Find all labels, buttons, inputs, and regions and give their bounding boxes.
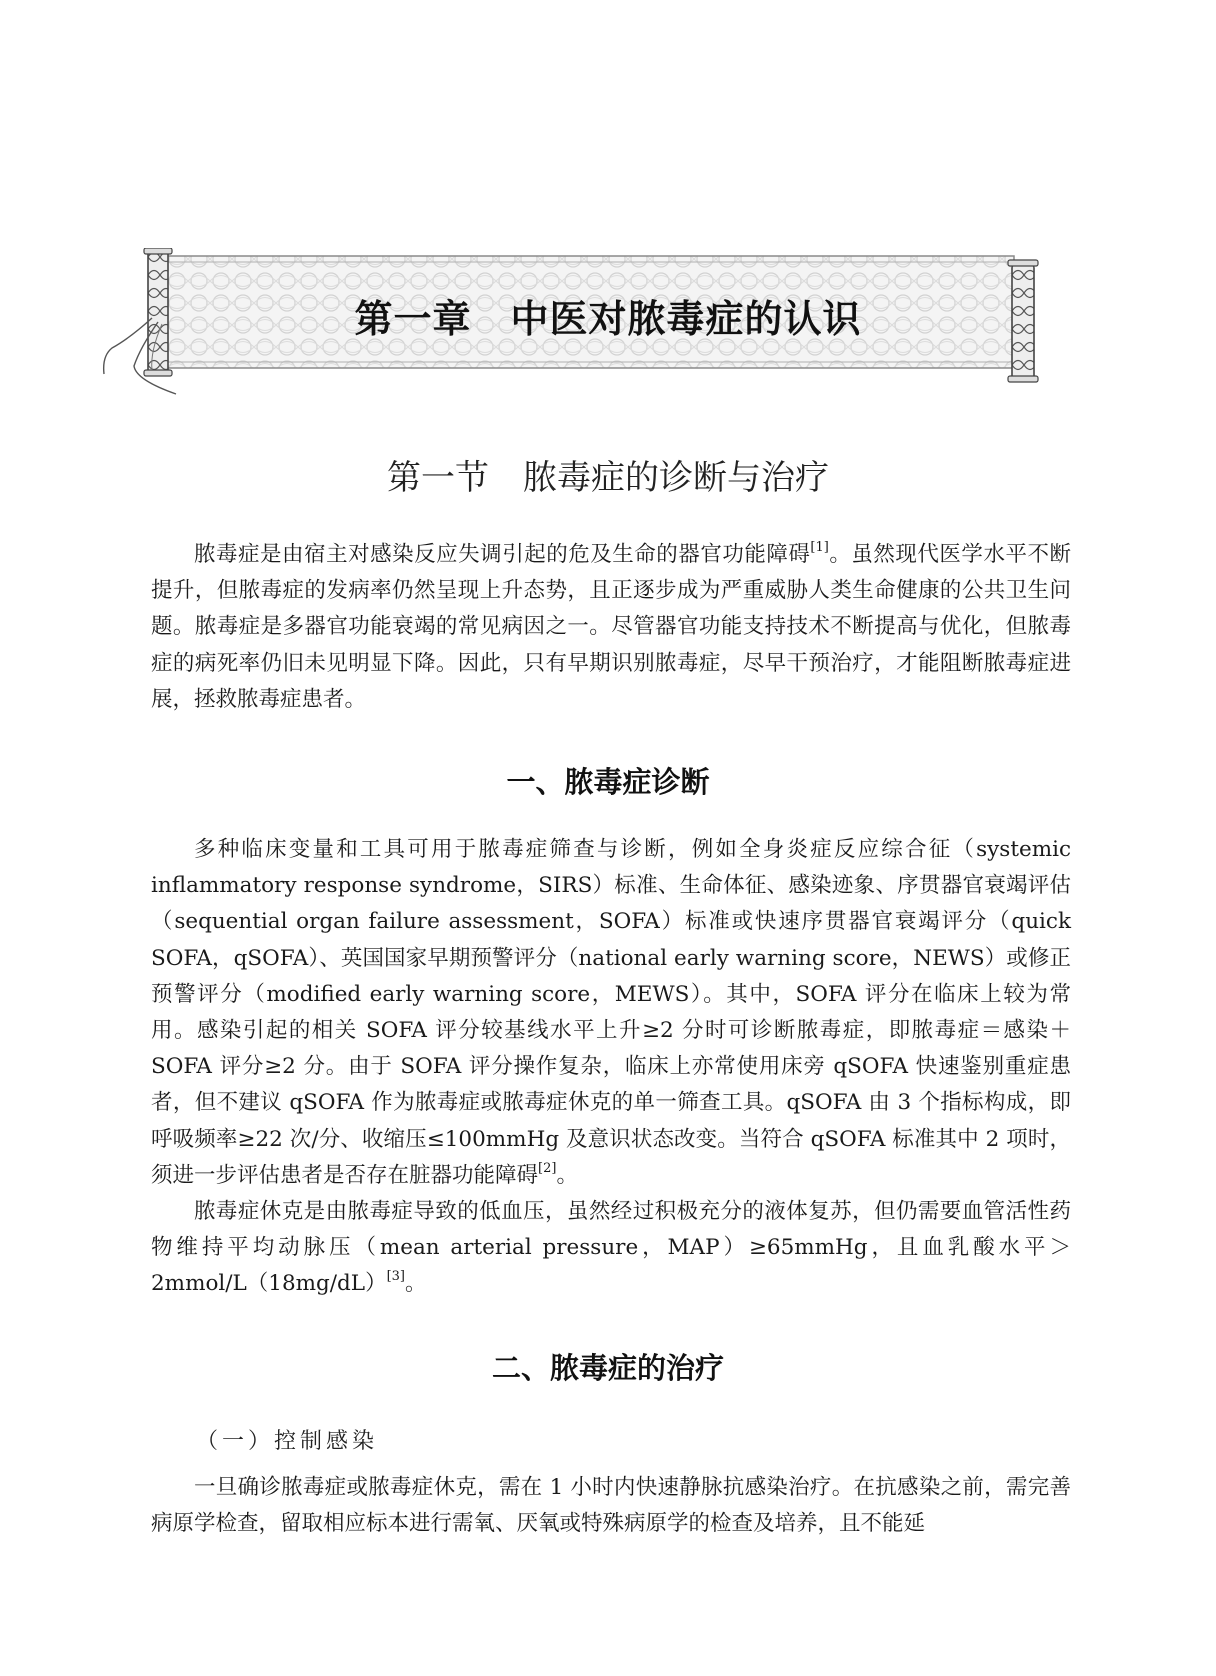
- diagnosis-paragraph: 多种临床变量和工具可用于脓毒症筛查与诊断，例如全身炎症反应综合征（systemic inflammatory response syndrome，SIRS）标准、生命体征、感染迹象、序贯器官衰竭评估（sequential organ failure assessment，SOFA）标准或快速序贯器官衰竭评分（quick SOFA，qSOFA）、英国国家早期预警评分（national early warning score，NEWS）或修正预警评分（modified early warning score，MEWS）。其中，SOFA 评分在临床上较为常用。感染引起的相关 SOFA 评分较基线水平上升≥2 分时可诊断脓毒症，即脓毒症＝感染＋SOFA 评分≥2 分。由于 SOFA 评分操作复杂，临床上亦常使用床旁 qSOFA 快速鉴别重症患者，但不建议 qSOFA 作为脓毒症或脓毒症休克的单一筛查工具。qSOFA 由 3 个指标构成，即呼吸频率≥22 次/分、收缩压≤100mmHg 及意识状态改变。当符合 qSOFA 标准其中 2 项时，须进一步评估患者是否存在脏器功能障碍[2]。: [151, 837, 1071, 1188]
- treatment-block: [151, 1470, 1071, 1542]
- reference-marker: [1]: [810, 540, 829, 555]
- diagnosis-block: [151, 832, 1071, 1303]
- diagnosis-heading: 一、脓毒症诊断: [506, 765, 710, 799]
- intro-paragraph: 脓毒症是由宿主对感染反应失调引起的危及生命的器官功能障碍[1]。虽然现代医学水平不断提升，但脓毒症的发病率仍然呈现上升态势，且正逐步成为严重威胁人类生命健康的公共卫生问题。脓毒症是多器官功能衰竭的常见病因之一。尽管器官功能支持技术不断提高与优化，但脓毒症的病死率仍旧未见明显下降。因此，只有早期识别脓毒症，尽早干预治疗，才能阻断脓毒症进展，拯救脓毒症患者。: [151, 540, 1071, 712]
- section-title: 第一节 脓毒症的诊断与治疗: [387, 458, 829, 498]
- treatment-paragraph: 一旦确诊脓毒症或脓毒症休克，需在 1 小时内快速静脉抗感染治疗。在抗感染之前，需完善病原学检查，留取相应标本进行需氧、厌氧或特殊病原学的检查及培养，且不能延: [151, 1475, 1071, 1537]
- infection-control-subheading: （一）控制感染: [196, 1429, 379, 1454]
- reference-marker: [3]: [386, 1269, 406, 1285]
- reference-marker: [2]: [538, 1160, 557, 1176]
- chapter-title: 第一章 中医对脓毒症的认识: [354, 297, 862, 341]
- intro-block: [151, 537, 1071, 718]
- septic-shock-paragraph: 脓毒症休克是由脓毒症导致的低血压，虽然经过积极充分的液体复苏，但仍需要血管活性药物维持平均动脉压（mean arterial pressure，MAP）≥65mmHg，且血乳酸水平＞2mmol/L（18mg/dL）[3]。: [151, 1199, 1071, 1297]
- treatment-heading: 二、脓毒症的治疗: [491, 1351, 724, 1385]
